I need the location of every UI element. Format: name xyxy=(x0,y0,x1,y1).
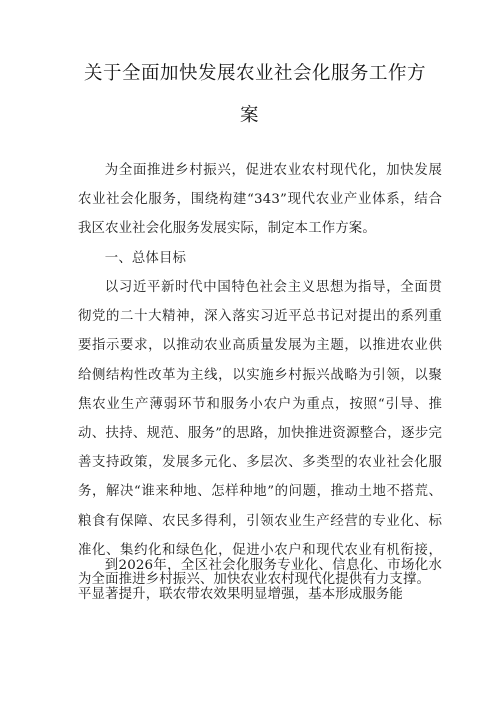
section1-paragraph2: 到2026年，全区社会化服务专业化、信息化、市场化水平显著提升，联农带农效果明显增强，基本形成服务能 xyxy=(78,558,442,603)
intro-block xyxy=(78,156,442,244)
section1-heading-block xyxy=(78,244,442,273)
section-heading-overall-goals: 一、总体目标 xyxy=(104,251,187,266)
intro-paragraph: 为全面推进乡村振兴，促进农业农村现代化，加快发展农业社会化服务，围绕构建“343”现代农业产业体系，结合我区农业社会化服务发展实际，制定本工作方案。 xyxy=(78,163,442,237)
section1-paragraph1-block xyxy=(78,273,442,594)
section1-paragraph1: 以习近平新时代中国特色社会主义思想为指导，全面贯彻党的二十大精神，深入落实习近平总书记对提出的系列重要指示要求，以推动农业高质量发展为主题，以推进农业供给侧结构性改革为主线，以实施乡村振兴战略为引领，以聚焦农业生产薄弱环节和服务小农户为重点，按照“引导、推动、扶持、规范、服务”的思路，加快推进资源整合，逐步完善支持政策，发展多元化、多层次、多类型的农业社会化服务，解决“谁来种地、怎样种地”的问题，推动土地不搭荒、粮食有保障、农民多得利，引领农业生产经营的专业化、标准化、集约化和绿色化，促进小农户和现代农业有机衔接，为全面推进乡村振兴、加快农业农村现代化提供有力支撑。 xyxy=(78,280,442,588)
section1-paragraph2-block xyxy=(78,551,442,609)
document-title-line2: 案 xyxy=(240,105,260,126)
document-title-line1: 关于全面加快发展农业社会化服务工作方 xyxy=(84,63,427,84)
